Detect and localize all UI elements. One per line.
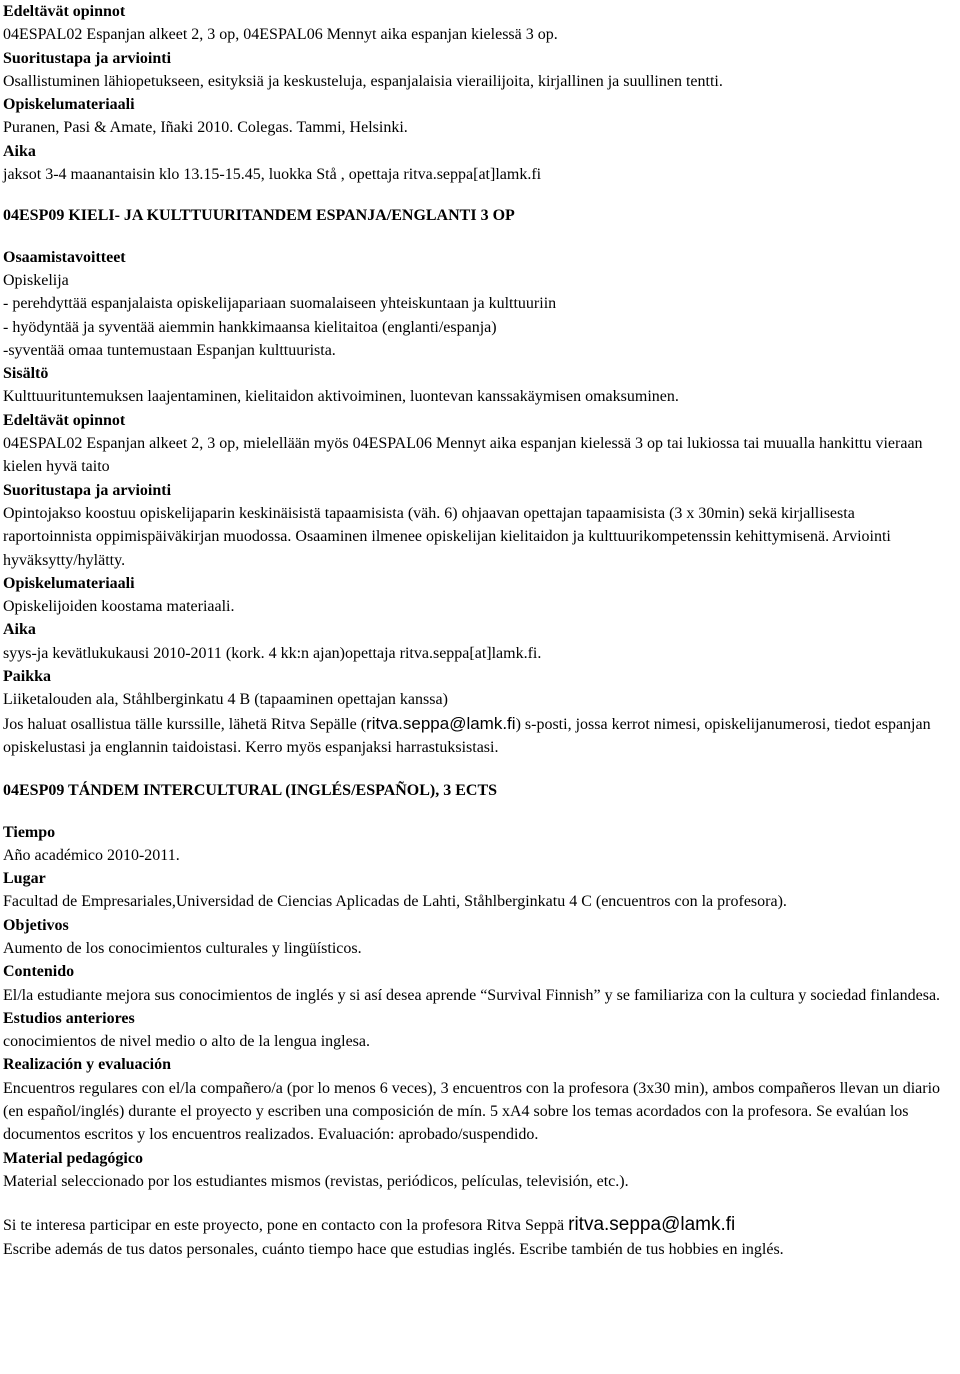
realizacion-heading: Realización y evaluación	[3, 1056, 171, 1074]
section-assessment-text: Osallistuminen lähiopetukseen, esityksiä ja keskusteluja, espanjalaisia vierailijoita, kirjallinen ja suullinen tentti.	[3, 72, 723, 90]
contenido-heading: Contenido	[3, 963, 75, 981]
section-prerequisites-text: 04ESPAL02 Espanjan alkeet 2, 3 op, 04ESPAL06 Mennyt aika espanjan kielessä 3 op.	[3, 26, 558, 44]
tiempo-text: Año académico 2010-2011.	[3, 846, 180, 864]
objetivos-text: Aumento de los conocimientos culturales y lingüísticos.	[3, 939, 362, 957]
prerequisites-heading: Edeltävät opinnot	[3, 411, 126, 429]
learning-outcome-line: - hyödyntää ja syventää aiemmin hankkimaansa kielitaitoa (englanti/espanja)	[3, 318, 497, 336]
section-prerequisites-heading: Edeltävät opinnot	[3, 3, 126, 20]
contenido-text: El/la estudiante mejora sus conocimientos de inglés y si así desea aprende “Survival Finnish” y se familiariza con la cultura y sociedad finlandesa.	[3, 986, 941, 1004]
learning-outcome-line: Opiskelija	[3, 271, 69, 289]
time-text: syys-ja kevätlukukausi 2010-2011 (kork. 4 kk:n ajan)opettaja ritva.seppa[at]lamk.fi.	[3, 644, 542, 662]
contact-text-2: Escribe además de tus datos personales, cuánto tiempo hace que estudias inglés. Escribe también de tus hobbies en inglés.	[3, 1240, 784, 1258]
learning-outcome-line: - perehdyttää espanjalaista opiskelijapariaan suomalaiseen yhteiskuntaan ja kulttuuriin	[3, 295, 557, 313]
assessment-heading: Suoritustapa ja arviointi	[3, 481, 172, 499]
section-materials-heading: Opiskelumateriaali	[3, 96, 135, 114]
contact-text-pre: Si te interesa participar en este proyecto, pone en contacto con la profesora Ritva Seppä	[3, 1217, 569, 1235]
lugar-heading: Lugar	[3, 870, 46, 888]
email-link[interactable]: ritva.seppa@lamk.fi	[366, 713, 516, 733]
section-time-heading: Aika	[3, 142, 36, 160]
registration-text	[3, 712, 946, 760]
section-materials-text: Puranen, Pasi & Amate, Iñaki 2010. Colegas. Tammi, Helsinki.	[3, 119, 408, 137]
contact-text	[3, 1213, 946, 1237]
content-heading: Sisältö	[3, 365, 49, 383]
course-title-tandem-fi: 04ESP09 KIELI- JA KULTTUURITANDEM ESPANJA/ENGLANTI 3 OP	[3, 207, 515, 225]
prerequisites-text: 04ESPAL02 Espanjan alkeet 2, 3 op, mielellään myös 04ESPAL06 Mennyt aika espanjan kielessä 3 op tai lukiossa tai muualla hankittu vieraan kielen hyvä taito	[3, 435, 923, 476]
material-heading: Material pedagógico	[3, 1149, 143, 1167]
learning-outcomes-heading: Osaamistavoitteet	[3, 248, 126, 266]
content-text: Kulttuurituntemuksen laajentaminen, kielitaidon aktivoiminen, luontevan kanssakäymisen omaksuminen.	[3, 388, 679, 406]
registration-text-post: ) s-posti, jossa kerrot nimesi, opiskelijanumerosi, tiedot espanjan opiskelustasi ja englannin taidoistasi. Kerro myös espanjaksi harrastuksistasi.	[3, 715, 931, 756]
learning-outcome-line: -syventää omaa tuntemustaan Espanjan kulttuurista.	[3, 341, 336, 359]
tiempo-heading: Tiempo	[3, 823, 56, 841]
lugar-text: Facultad de Empresariales,Universidad de Ciencias Aplicadas de Lahti, Ståhlberginkatu 4 C (encuentros con la profesora).	[3, 893, 787, 911]
section-time-text: jaksot 3-4 maanantaisin klo 13.15-15.45, luokka Stå , opettaja ritva.seppa[at]lamk.fi	[3, 166, 542, 184]
materials-text: Opiskelijoiden koostama materiaali.	[3, 598, 235, 616]
section-assessment-heading: Suoritustapa ja arviointi	[3, 49, 172, 67]
place-text: Liiketalouden ala, Ståhlberginkatu 4 B (tapaaminen opettajan kanssa)	[3, 691, 448, 709]
registration-text-pre: Jos haluat osallistua tälle kurssille, lähetä Ritva Sepälle (	[3, 715, 367, 733]
estudios-text: conocimientos de nivel medio o alto de la lengua inglesa.	[3, 1033, 371, 1051]
course-title-tandem-es: 04ESP09 TÁNDEM INTERCULTURAL (INGLÉS/ESPAÑOL), 3 ECTS	[3, 782, 498, 800]
materials-heading: Opiskelumateriaali	[3, 574, 135, 592]
assessment-text: Opintojakso koostuu opiskelijaparin keskinäisistä tapaamisista (väh. 6) ohjaavan opettajan tapaamisista (3 x 30min) sekä kirjallisesta raportoinnista oppimispäiväkirjan muodossa. Osaaminen ilmenee opiskelijan kielitaidon ja kulttuurikompetenssin kehittymisenä. Arviointi hyväksytty/hylätty.	[3, 504, 891, 569]
objetivos-heading: Objetivos	[3, 916, 69, 934]
material-text: Material seleccionado por los estudiantes mismos (revistas, periódicos, películas, televisión, etc.).	[3, 1172, 629, 1190]
realizacion-text: Encuentros regulares con el/la compañero/a (por lo menos 6 veces), 3 encuentros con la profesora (3x30 min), ambos compañeros llevan un diario (en español/inglés) durante el proyecto y escriben una composición de mín. 5 xA4 sobre los temas acordados con la profesora. Se evalúan los documentos escritos y los encuentros realizados. Evaluación: aprobado/suspendido.	[3, 1079, 941, 1144]
estudios-heading: Estudios anteriores	[3, 1009, 135, 1027]
contact-email-link[interactable]: ritva.seppa@lamk.fi	[568, 1214, 736, 1236]
time-heading: Aika	[3, 621, 36, 639]
place-heading: Paikka	[3, 668, 52, 686]
